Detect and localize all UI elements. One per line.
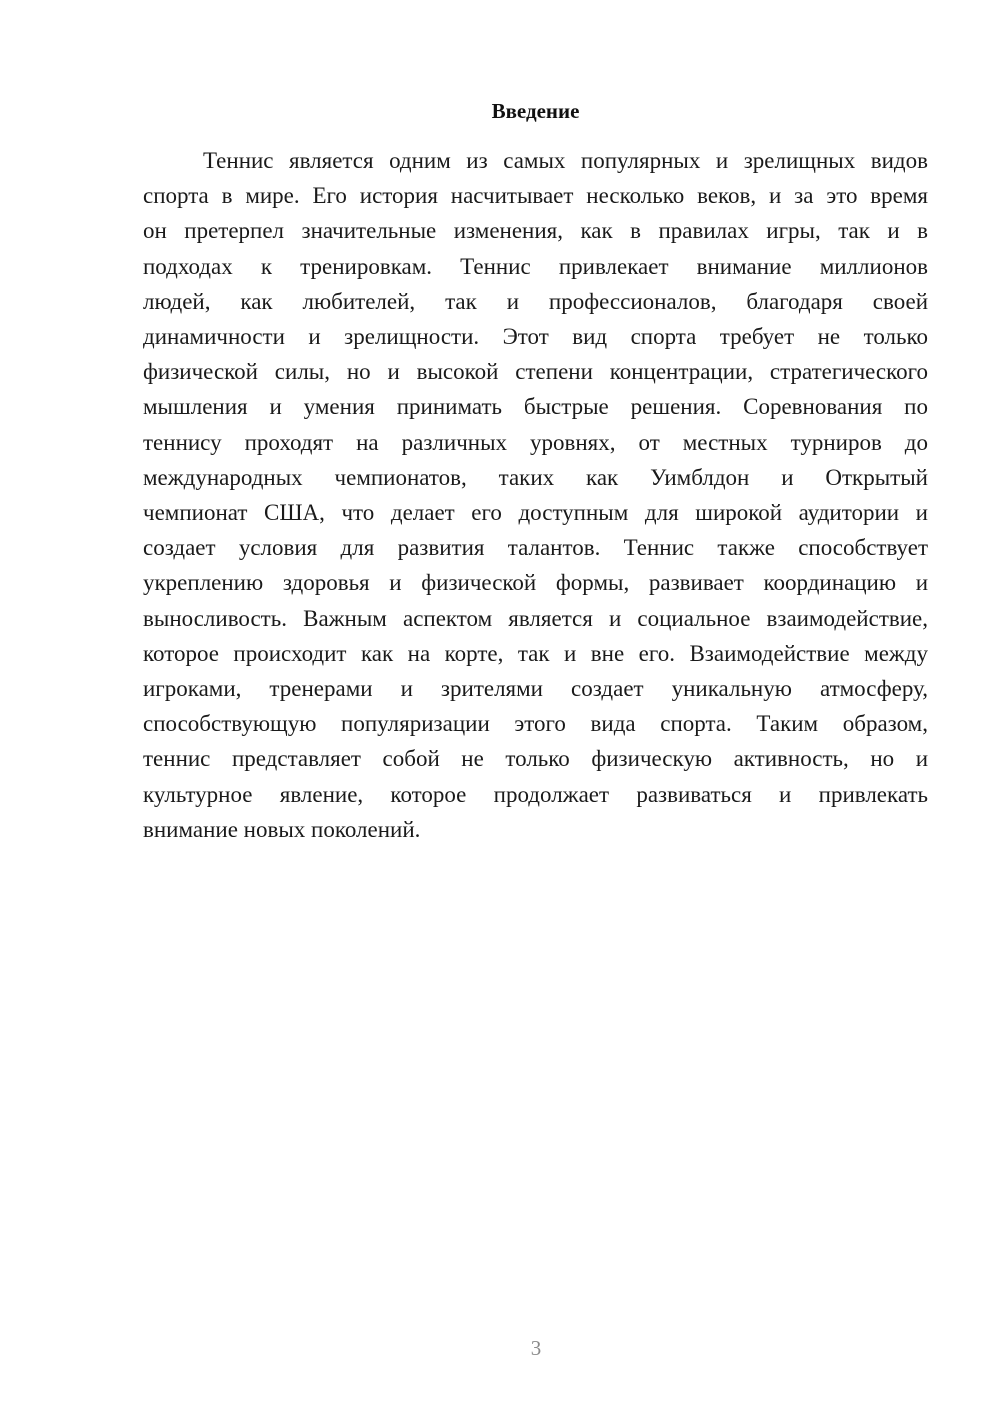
- body-paragraph: [143, 143, 928, 847]
- paragraph-line: укреплению здоровья и физической формы, развивает координацию и: [143, 570, 928, 596]
- paragraph-line: внимание новых поколений.: [143, 816, 421, 842]
- paragraph-line: международных чемпионатов, таких как Уимблдон и Открытый: [143, 464, 928, 490]
- paragraph-line: Теннис является одним из самых популярных и зрелищных видов: [203, 148, 928, 173]
- section-heading: Введение: [491, 99, 580, 123]
- paragraph-line: теннис представляет собой не только физическую активность, но и: [143, 746, 928, 772]
- paragraph-line: культурное явление, которое продолжает развиваться и привлекать: [143, 781, 928, 807]
- page-number: 3: [530, 1336, 542, 1360]
- paragraph-line: он претерпел значительные изменения, как в правилах игры, так и в: [143, 218, 928, 244]
- paragraph-line: подходах к тренировкам. Теннис привлекает внимание миллионов: [143, 253, 928, 279]
- paragraph-line: способствующую популяризации этого вида спорта. Таким образом,: [143, 711, 928, 737]
- paragraph-line: спорта в мире. Его история насчитывает несколько веков, и за это время: [143, 183, 928, 209]
- paragraph-line: игроками, тренерами и зрителями создает уникальную атмосферу,: [143, 676, 928, 702]
- paragraph-line: которое происходит как на корте, так и вне его. Взаимодействие между: [143, 640, 928, 666]
- paragraph-line: теннису проходят на различных уровнях, от местных турниров до: [143, 429, 928, 455]
- paragraph-line: выносливость. Важным аспектом является и социальное взаимодействие,: [143, 605, 928, 631]
- paragraph-line: физической силы, но и высокой степени концентрации, стратегического: [143, 359, 928, 385]
- paragraph-line: динамичности и зрелищности. Этот вид спорта требует не только: [143, 324, 928, 350]
- paragraph-line: чемпионат США, что делает его доступным для широкой аудитории и: [143, 500, 928, 526]
- paragraph-line: людей, как любителей, так и профессионалов, благодаря своей: [143, 288, 928, 314]
- paragraph-line: создает условия для развития талантов. Теннис также способствует: [143, 535, 928, 561]
- paragraph-line: мышления и умения принимать быстрые решения. Соревнования по: [143, 394, 928, 420]
